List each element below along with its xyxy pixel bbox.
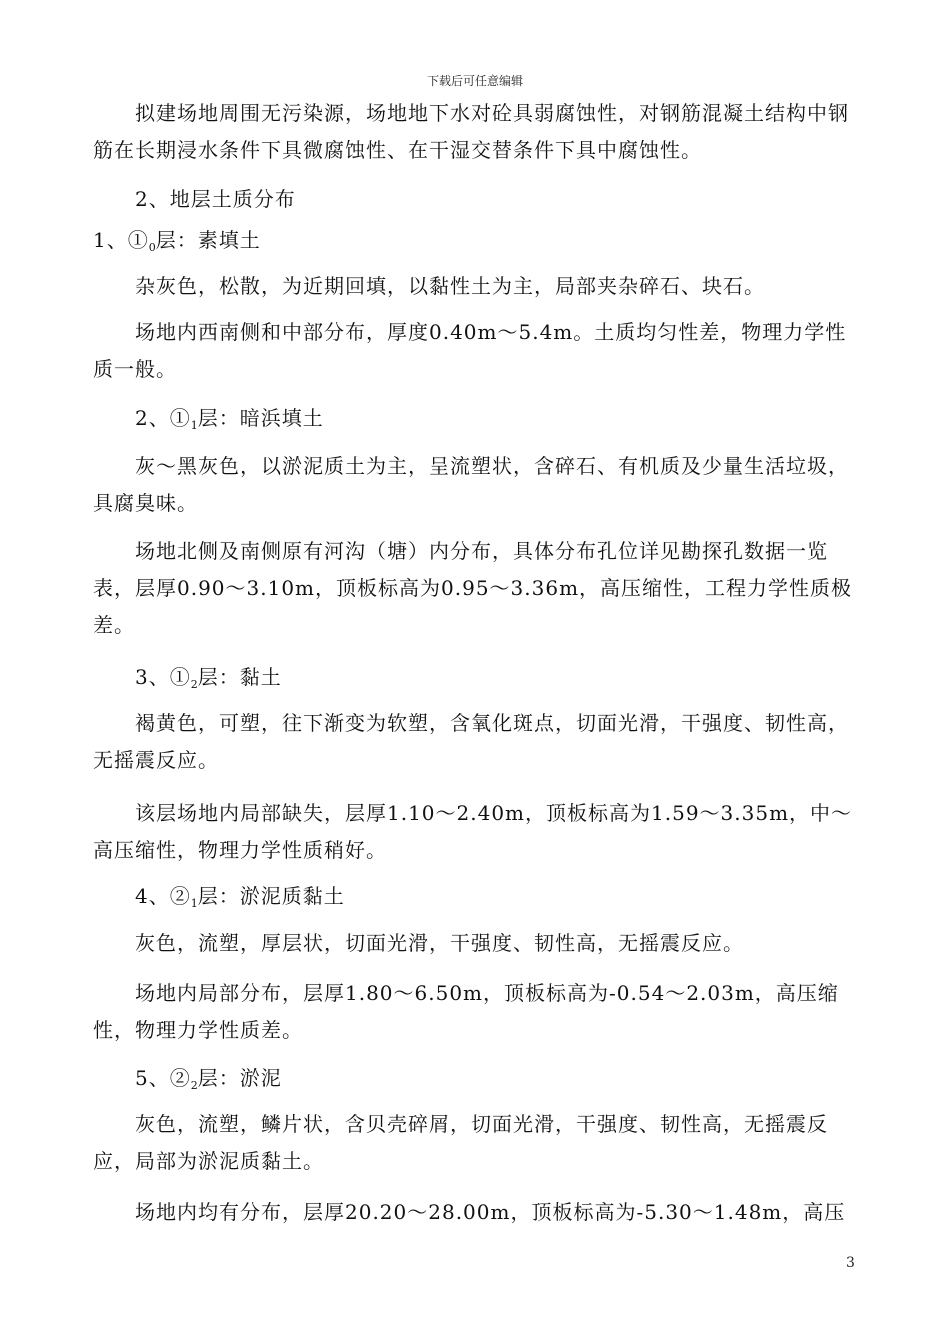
paragraph-layer3-dist: 该层场地内局部缺失，层厚1.10～2.40m，顶板标高为1.59～3.35m，中～高压缩性，物理力学性质稍好。 <box>93 801 853 862</box>
layer-heading-2 <box>93 400 861 444</box>
paragraph-groundwater: 拟建场地周围无污染源，场地地下水对砼具弱腐蚀性，对钢筋混凝土结构中钢筋在长期浸水条件下具微腐蚀性、在干湿交替条件下具中腐蚀性。 <box>93 101 849 162</box>
layer-heading-suffix: 层：淤泥质黏土 <box>197 884 345 908</box>
layer-subscript: 1 <box>190 897 198 910</box>
paragraph-layer5-desc: 灰色，流塑，鳞片状，含贝壳碎屑，切面光滑，干强度、韧性高，无摇震反应，局部为淤泥质黏土。 <box>93 1112 828 1173</box>
layer-heading-suffix: 层：暗浜填土 <box>197 406 324 430</box>
layer-heading-prefix: 4、② <box>135 884 191 908</box>
paragraph-layer4-desc: 灰色，流塑，厚层状，切面光滑，干强度、韧性高，无摇震反应。 <box>135 931 744 955</box>
paragraph-layer1-desc: 杂灰色，松散，为近期回填，以黏性土为主，局部夹杂碎石、块石。 <box>135 274 765 298</box>
paragraph-layer3-desc: 褐黄色，可塑，往下渐变为软塑，含氧化斑点，切面光滑，干强度、韧性高，无摇震反应。 <box>93 711 849 772</box>
layer-heading-4 <box>93 878 861 922</box>
paragraph-layer1-dist: 场地内西南侧和中部分布，厚度0.40m～5.4m。土质均匀性差，物理力学性质一般。 <box>93 320 847 381</box>
paragraph-layer5-dist: 场地内均有分布，层厚20.20～28.00m，顶板标高为-5.30～1.48m，高压 <box>135 1200 846 1224</box>
paragraph-layer2-dist: 场地北侧及南侧原有河沟（塘）内分布，具体分布孔位详见勘探孔数据一览表，层厚0.90～3.10m，顶板标高为0.95～3.36m，高压缩性，工程力学性质极差。 <box>93 539 853 637</box>
layer-heading-prefix: 1、① <box>93 228 149 252</box>
layer-heading-1 <box>93 222 861 266</box>
layer-heading-5 <box>93 1060 861 1104</box>
layer-heading-suffix: 层：黏土 <box>197 665 282 689</box>
layer-heading-suffix: 层：淤泥 <box>197 1066 282 1090</box>
layer-heading-prefix: 5、② <box>135 1066 191 1090</box>
layer-heading-suffix: 层：素填土 <box>155 228 261 252</box>
layer-subscript: 2 <box>190 678 198 691</box>
layer-heading-prefix: 2、① <box>135 406 191 430</box>
section-heading-strata: 2、地层土质分布 <box>135 187 296 211</box>
layer-heading-prefix: 3、① <box>135 665 191 689</box>
page-header: 下载后可任意编辑 <box>426 74 523 88</box>
layer-subscript: 0 <box>148 241 156 254</box>
layer-heading-3 <box>93 659 861 703</box>
layer-subscript: 2 <box>190 1079 198 1092</box>
paragraph-layer2-desc: 灰～黑灰色，以淤泥质土为主，呈流塑状，含碎石、有机质及少量生活垃圾，具腐臭味。 <box>93 454 849 515</box>
layer-subscript: 1 <box>190 419 198 432</box>
paragraph-layer4-dist: 场地内局部分布，层厚1.80～6.50m，顶板标高为-0.54～2.03m，高压缩性，物理力学性质差。 <box>93 981 839 1042</box>
page-number: 3 <box>846 1255 855 1271</box>
